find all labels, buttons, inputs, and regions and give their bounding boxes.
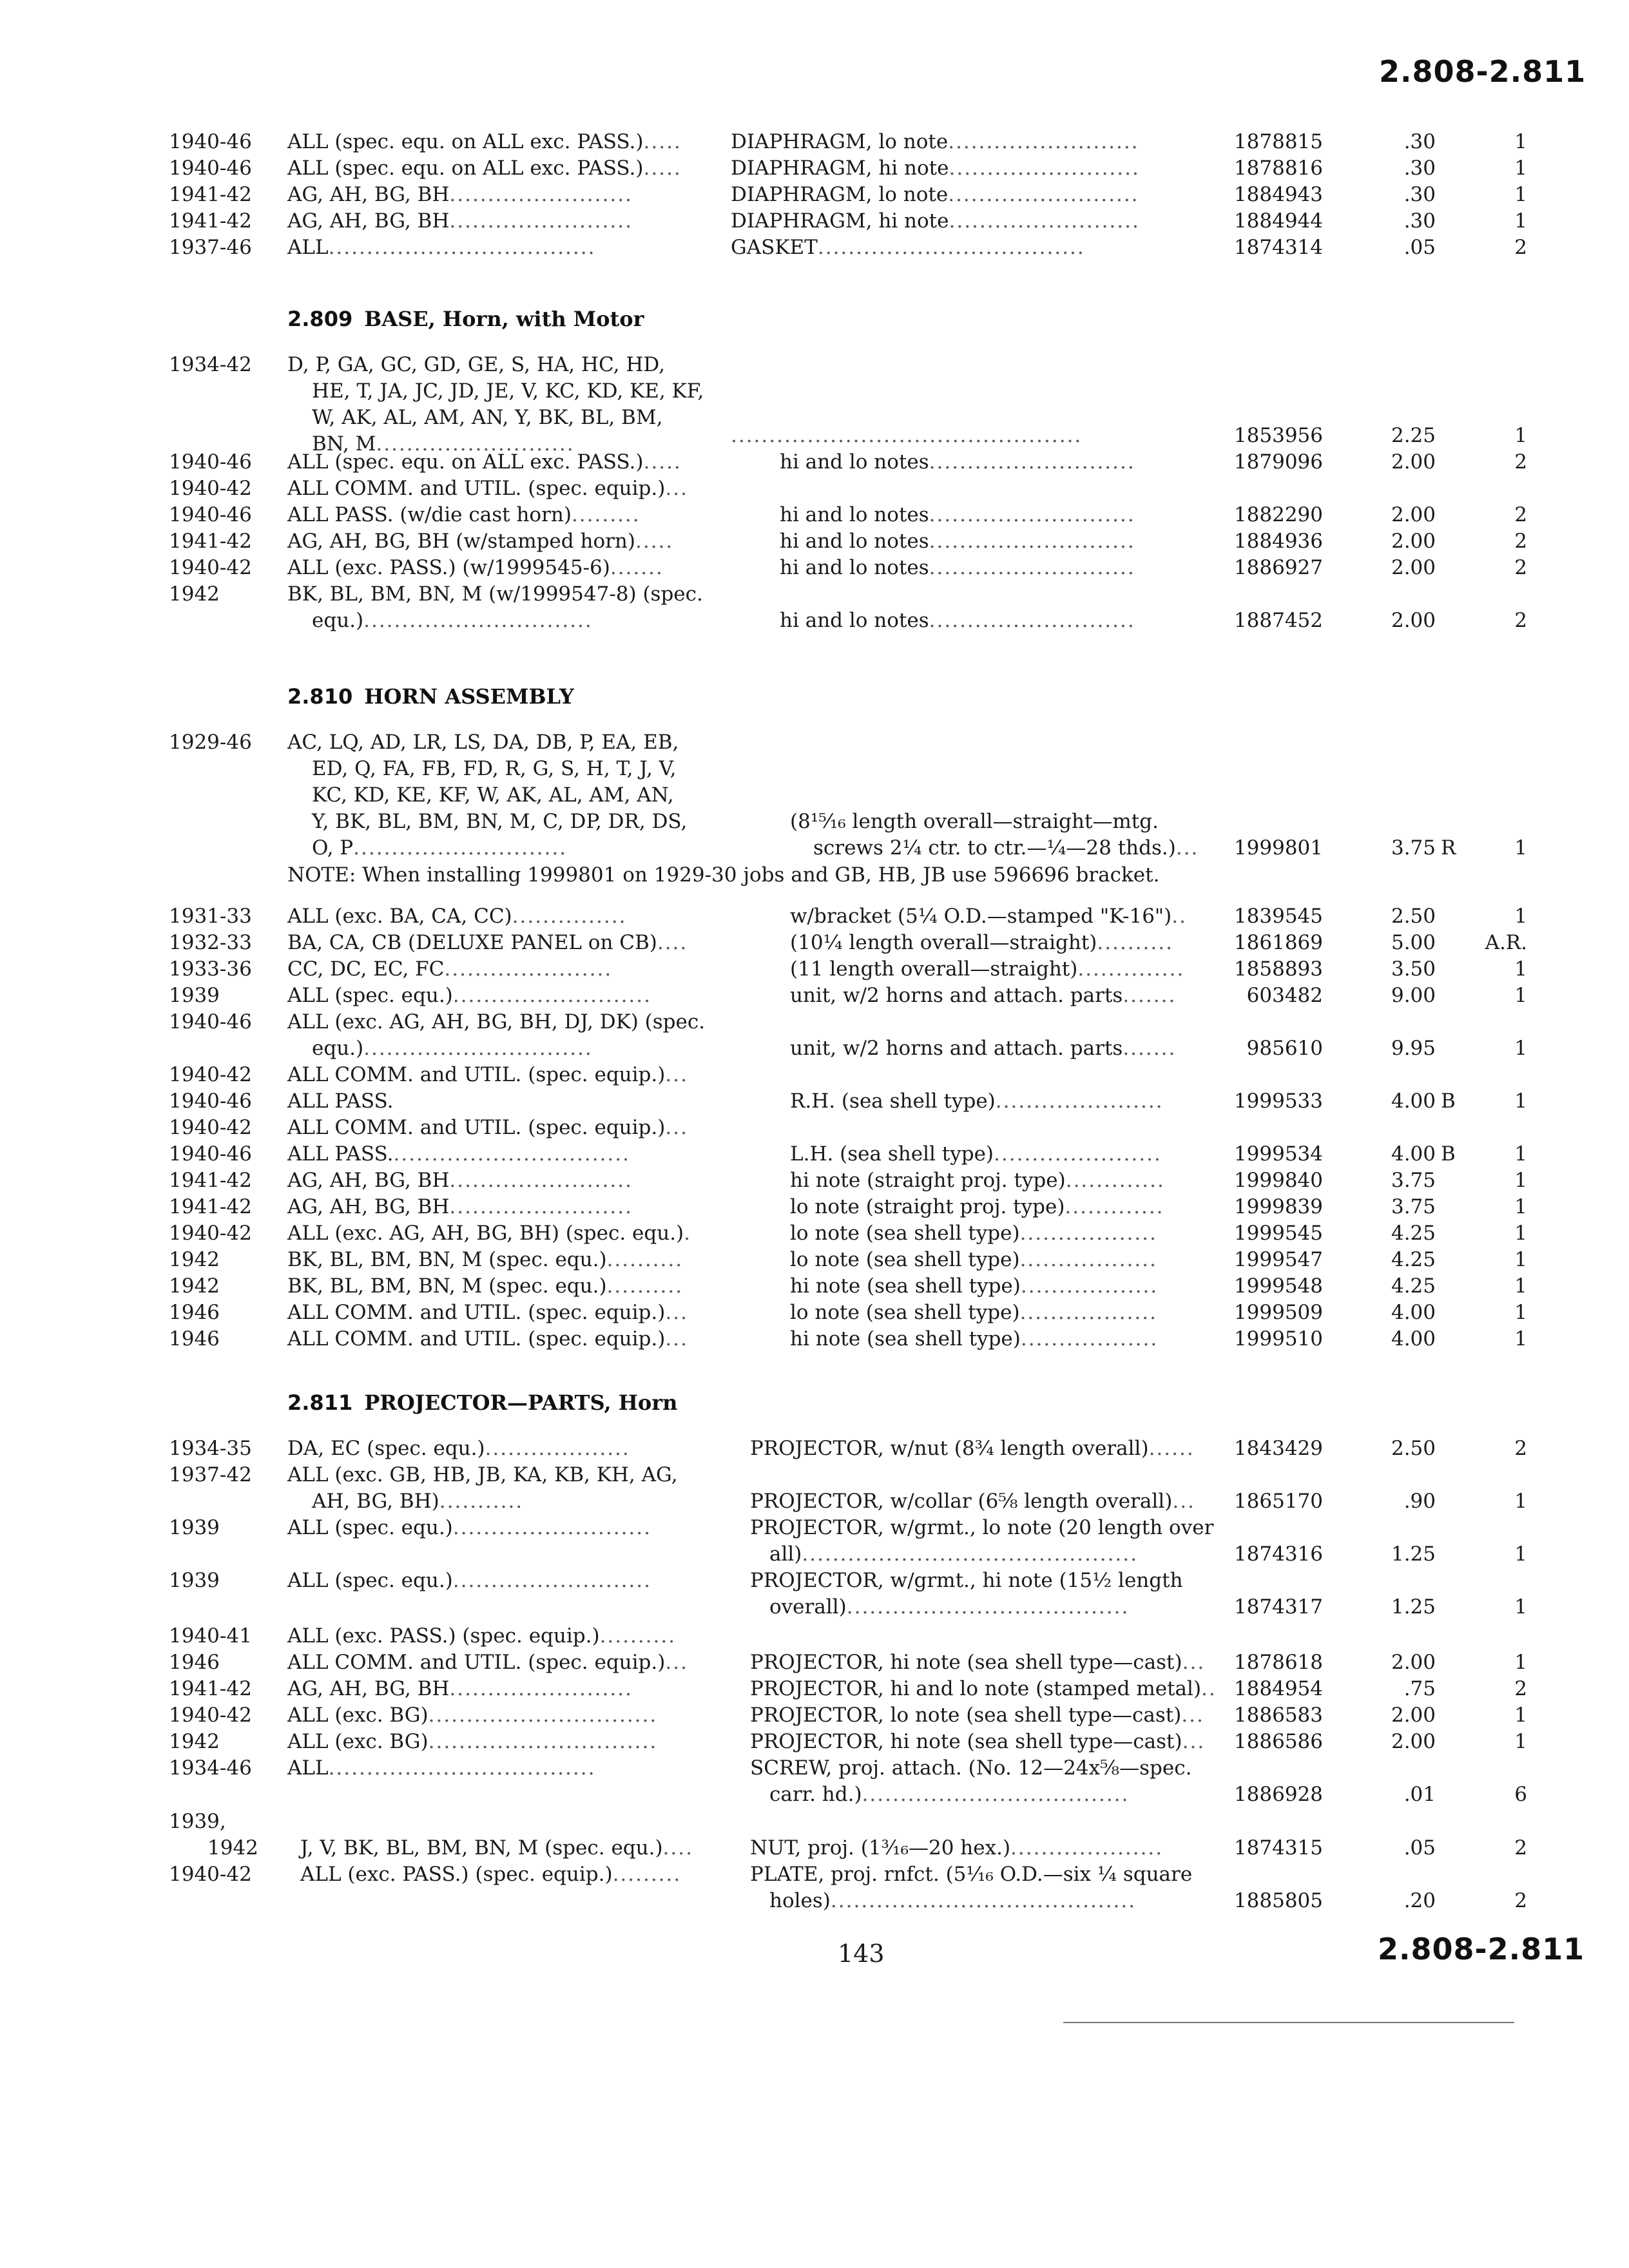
application-cell: AG, AH, BG, BH........................ [287, 1195, 633, 1218]
price-cell: 1.25 [1391, 1595, 1436, 1619]
description-cell: hi note (sea shell type).................. [790, 1327, 1159, 1350]
price-cell: .30 [1403, 183, 1436, 206]
application-cell: ALL COMM. and UTIL. (spec. equip.)... [287, 1063, 688, 1086]
description-cell: all)............................................ [769, 1542, 1138, 1566]
application-cell: DA, EC (spec. equ.)................... [287, 1437, 630, 1460]
description-cell: hi and lo notes........................... [780, 609, 1135, 632]
year-cell: 1939 [169, 1516, 220, 1539]
description-cell: hi note (sea shell type).................. [790, 1274, 1159, 1298]
price-cell: 2.50 [1391, 1437, 1436, 1460]
quantity-cell: 1 [1514, 1222, 1527, 1245]
year-cell: 1940-46 [169, 450, 252, 474]
part-number-cell: 1999510 [1233, 1327, 1323, 1350]
description-cell: PROJECTOR, hi and lo note (stamped metal).. [750, 1677, 1217, 1700]
quantity-cell: 2 [1514, 1677, 1527, 1700]
application-cell: ALL (spec. equ. on ALL exc. PASS.)..... [287, 130, 682, 153]
year-cell: 1940-42 [169, 1863, 252, 1886]
part-number-cell: 1853956 [1233, 424, 1323, 447]
section-heading: 2.810 HORN ASSEMBLY [287, 684, 574, 709]
year-cell: 1937-46 [169, 236, 252, 259]
application-cell: ALL................................... [287, 236, 596, 259]
application-cell: ALL (exc. PASS.) (spec. equip.).......... [287, 1624, 677, 1648]
year-cell: 1940-42 [169, 556, 252, 579]
application-cell: ALL COMM. and UTIL. (spec. equip.)... [287, 1116, 688, 1139]
application-cell: ALL (exc. AG, AH, BG, BH, DJ, DK) (spec. equ.).............................. [287, 1010, 706, 1060]
price-cell: 2.50 [1391, 905, 1436, 928]
page-header-range: 2.808-2.811 [1379, 54, 1586, 89]
part-number-cell: 1878816 [1233, 157, 1323, 180]
year-cell: 1929-46 [169, 731, 252, 754]
description-cell: DIAPHRAGM, lo note......................... [731, 130, 1139, 153]
price-cell: 3.75 [1391, 836, 1436, 860]
part-number-cell: 1885805 [1233, 1889, 1323, 1912]
quantity-cell: 2 [1514, 556, 1527, 579]
application-cell: BK, BL, BM, BN, M (spec. equ.).......... [287, 1274, 684, 1298]
quantity-cell: 1 [1514, 1195, 1527, 1218]
application-cell: AG, AH, BG, BH........................ [287, 209, 633, 233]
application-cell: ALL (exc. PASS.) (spec. equip.)......... [300, 1863, 682, 1886]
description-cell: lo note (straight proj. type)............. [790, 1195, 1164, 1218]
price-cell: 3.75 [1391, 1169, 1436, 1192]
description-cell: lo note (sea shell type).................. [790, 1222, 1157, 1245]
quantity-cell: 1 [1514, 1704, 1527, 1727]
part-number-cell: 1874317 [1233, 1595, 1323, 1619]
quantity-cell: 2 [1514, 236, 1527, 259]
description-cell: PROJECTOR, w/collar (6⅝ length overall)... [750, 1490, 1195, 1513]
quantity-cell: 1 [1514, 1037, 1527, 1060]
year-cell: 1940-42 [169, 1116, 252, 1139]
year-cell: 1934-46 [169, 1756, 252, 1780]
year-cell: 1940-46 [169, 1010, 252, 1033]
quantity-cell: 1 [1514, 1595, 1527, 1619]
description-cell: DIAPHRAGM, lo note......................... [731, 183, 1139, 206]
year-cell: 1940-46 [169, 130, 252, 153]
page-footer-range: 2.808-2.811 [1378, 1932, 1585, 1966]
price-cell: 4.00 [1391, 1327, 1436, 1350]
year-cell: 1939 [169, 1569, 220, 1592]
price-cell: 4.25 [1391, 1222, 1436, 1245]
description-cell: hi and lo notes........................... [780, 530, 1135, 553]
price-cell: 2.00 [1391, 530, 1436, 553]
price-cell: 2.00 [1391, 1704, 1436, 1727]
year-cell: 1942 [169, 582, 220, 606]
application-cell: CC, DC, EC, FC...................... [287, 957, 613, 981]
part-number-cell: 985610 [1246, 1037, 1323, 1060]
part-number-cell: 1999509 [1233, 1301, 1323, 1324]
quantity-cell: 1 [1514, 1301, 1527, 1324]
description-cell: R.H. (sea shell type)...................... [790, 1090, 1164, 1113]
price-cell: 2.00 [1391, 1651, 1436, 1674]
quantity-cell: 2 [1514, 1836, 1527, 1860]
part-number-cell: 1882290 [1233, 503, 1323, 526]
part-number-cell: 1887452 [1233, 609, 1323, 632]
part-number-cell: 1839545 [1233, 905, 1323, 928]
description-cell: unit, w/2 horns and attach. parts....... [790, 1037, 1177, 1060]
price-cell: 4.25 [1391, 1248, 1436, 1271]
price-cell: .05 [1403, 1836, 1436, 1860]
year-cell: 1937-42 [169, 1463, 252, 1486]
application-cell: AG, AH, BG, BH........................ [287, 1677, 633, 1700]
price-cell: .30 [1403, 209, 1436, 233]
application-cell: AG, AH, BG, BH........................ [287, 183, 633, 206]
year-cell: 1942 [169, 1274, 220, 1298]
quantity-cell: 2 [1514, 1889, 1527, 1912]
year-cell: 1939 [169, 984, 220, 1007]
quantity-cell: 1 [1514, 183, 1527, 206]
flag-cell: R [1441, 836, 1456, 860]
price-cell: 9.95 [1391, 1037, 1436, 1060]
quantity-cell: 1 [1514, 905, 1527, 928]
part-number-cell: 1858893 [1233, 957, 1323, 981]
part-number-cell: 1884954 [1233, 1677, 1323, 1700]
description-cell: SCREW, proj. attach. (No. 12—24x⅝—spec. [750, 1756, 1192, 1780]
description-cell: hi and lo notes........................... [780, 450, 1135, 474]
price-cell: 2.00 [1391, 503, 1436, 526]
year-cell: 1940-42 [169, 1063, 252, 1086]
description-cell: (8¹⁵⁄₁₆ length overall—straight—mtg. [790, 810, 1159, 833]
part-number-cell: 1999839 [1233, 1195, 1323, 1218]
part-number-cell: 1999801 [1233, 836, 1323, 860]
year-cell: 1942 [207, 1836, 258, 1860]
year-cell: 1941-42 [169, 1169, 252, 1192]
quantity-cell: 1 [1514, 424, 1527, 447]
application-cell: D, P, GA, GC, GD, GE, S, HA, HC, HD, HE, T, JA, JC, JD, JE, V, KC, KD, KE, KF, W, AK, AL, AM, AN, Y, BK, BL, BM, BN, M.......................... [287, 353, 704, 456]
year-cell: 1946 [169, 1651, 220, 1674]
application-cell: ALL (spec. equ.).......................... [287, 1516, 651, 1539]
price-cell: 2.00 [1391, 1730, 1436, 1753]
price-cell: 9.00 [1391, 984, 1436, 1007]
part-number-cell: 1878815 [1233, 130, 1323, 153]
price-cell: 4.25 [1391, 1274, 1436, 1298]
part-number-cell: 1861869 [1233, 931, 1323, 954]
price-cell: .05 [1403, 236, 1436, 259]
price-cell: 2.25 [1391, 424, 1436, 447]
price-cell: 1.25 [1391, 1542, 1436, 1566]
year-cell: 1934-35 [169, 1437, 252, 1460]
year-cell: 1934-42 [169, 353, 252, 376]
year-cell: 1946 [169, 1301, 220, 1324]
part-number-cell: 1878618 [1233, 1651, 1323, 1674]
part-number-cell: 1884943 [1233, 183, 1323, 206]
installation-note: NOTE: When installing 1999801 on 1929-30 jobs and GB, HB, JB use 596696 bracket. [287, 863, 1160, 887]
description-cell: PROJECTOR, w/nut (8¾ length overall)...... [750, 1437, 1195, 1460]
price-cell: 2.00 [1391, 609, 1436, 632]
application-cell: BK, BL, BM, BN, M (w/1999547-8) (spec. equ.).............................. [287, 582, 703, 632]
year-cell: 1940-42 [169, 1704, 252, 1727]
year-cell: 1940-46 [169, 157, 252, 180]
application-cell: ALL COMM. and UTIL. (spec. equip.)... [287, 1301, 688, 1324]
price-cell: 2.00 [1391, 450, 1436, 474]
section-heading: 2.811 PROJECTOR—PARTS, Horn [287, 1390, 678, 1415]
description-cell: PROJECTOR, hi note (sea shell type—cast)... [750, 1651, 1206, 1674]
quantity-cell: 2 [1514, 503, 1527, 526]
part-number-cell: 1999534 [1233, 1142, 1323, 1166]
quantity-cell: 1 [1514, 1542, 1527, 1566]
year-cell: 1940-46 [169, 503, 252, 526]
application-cell: ALL (spec. equ. on ALL exc. PASS.)..... [287, 450, 682, 474]
quantity-cell: 1 [1514, 957, 1527, 981]
description-cell: PROJECTOR, hi note (sea shell type—cast)... [750, 1730, 1206, 1753]
year-cell: 1939, [169, 1810, 226, 1833]
application-cell: ALL COMM. and UTIL. (spec. equip.)... [287, 1327, 688, 1350]
application-cell: ALL (exc. AG, AH, BG, BH) (spec. equ.). [287, 1222, 692, 1245]
description-cell: PLATE, proj. rnfct. (5¹⁄₁₆ O.D.—six ¼ square [750, 1863, 1193, 1886]
application-cell: ALL (exc. BG).............................. [287, 1704, 658, 1727]
part-number-cell: 1884944 [1233, 209, 1323, 233]
part-number-cell: 1999548 [1233, 1274, 1323, 1298]
description-cell: DIAPHRAGM, hi note......................... [731, 157, 1140, 180]
application-cell: ALL (spec. equ.).......................... [287, 1569, 651, 1592]
description-cell: PROJECTOR, lo note (sea shell type—cast)... [750, 1704, 1204, 1727]
part-number-cell: 1874316 [1233, 1542, 1323, 1566]
year-cell: 1941-42 [169, 1195, 252, 1218]
price-cell: 3.75 [1391, 1195, 1436, 1218]
application-cell: AC, LQ, AD, LR, LS, DA, DB, P, EA, EB, ED, Q, FA, FB, FD, R, G, S, H, T, J, V, KC, KD, KE, KF, W, AK, AL, AM, AN, Y, BK, BL, BM, BN, M, C, DP, DR, DS, O, P............................ [287, 731, 688, 860]
price-cell: .90 [1403, 1490, 1436, 1513]
description-cell: screws 2¼ ctr. to ctr.—¼—28 thds.)... [813, 836, 1199, 860]
description-cell: hi note (straight proj. type)............. [790, 1169, 1165, 1192]
quantity-cell: 1 [1514, 1248, 1527, 1271]
application-cell: ALL PASS................................ [287, 1142, 630, 1166]
application-cell: ALL COMM. and UTIL. (spec. equip.)... [287, 1651, 688, 1674]
quantity-cell: A.R. [1485, 931, 1527, 954]
description-cell: L.H. (sea shell type)...................... [790, 1142, 1162, 1166]
quantity-cell: 1 [1514, 1169, 1527, 1192]
quantity-cell: 1 [1514, 1142, 1527, 1166]
year-cell: 1933-36 [169, 957, 252, 981]
year-cell: 1941-42 [169, 1677, 252, 1700]
price-cell: .20 [1403, 1889, 1436, 1912]
part-number-cell: 1874314 [1233, 236, 1323, 259]
part-number-cell: 1874315 [1233, 1836, 1323, 1860]
application-cell: AG, AH, BG, BH (w/stamped horn)..... [287, 530, 674, 553]
application-cell: AG, AH, BG, BH........................ [287, 1169, 633, 1192]
price-cell: 4.00 [1391, 1142, 1436, 1166]
year-cell: 1946 [169, 1327, 220, 1350]
description-cell: DIAPHRAGM, hi note......................... [731, 209, 1140, 233]
description-cell: overall)..................................... [769, 1595, 1130, 1619]
year-cell: 1931-33 [169, 905, 252, 928]
quantity-cell: 2 [1514, 1437, 1527, 1460]
application-cell: BK, BL, BM, BN, M (spec. equ.).......... [287, 1248, 684, 1271]
quantity-cell: 6 [1514, 1783, 1527, 1806]
description-cell: GASKET................................... [731, 236, 1085, 259]
description-cell: (11 length overall—straight).............. [790, 957, 1185, 981]
part-number-cell: 1879096 [1233, 450, 1323, 474]
quantity-cell: 2 [1514, 450, 1527, 474]
quantity-cell: 2 [1514, 609, 1527, 632]
description-cell: PROJECTOR, w/grmt., lo note (20 length over [750, 1516, 1214, 1539]
description-cell: lo note (sea shell type).................. [790, 1248, 1157, 1271]
description-cell: PROJECTOR, w/grmt., hi note (15½ length [750, 1569, 1183, 1592]
year-cell: 1941-42 [169, 183, 252, 206]
footer-divider [1063, 2022, 1514, 2023]
quantity-cell: 1 [1514, 1090, 1527, 1113]
year-cell: 1940-41 [169, 1624, 252, 1648]
section-heading: 2.809 BASE, Horn, with Motor [287, 307, 644, 331]
description-cell: hi and lo notes........................... [780, 556, 1135, 579]
description-cell: NUT, proj. (1³⁄₁₆—20 hex.).................... [750, 1836, 1164, 1860]
price-cell: .75 [1403, 1677, 1436, 1700]
flag-cell: B [1441, 1090, 1456, 1113]
part-number-cell: 1865170 [1233, 1490, 1323, 1513]
price-cell: 4.00 [1391, 1301, 1436, 1324]
price-cell: .30 [1403, 157, 1436, 180]
year-cell: 1942 [169, 1248, 220, 1271]
description-cell: carr. hd.)................................... [769, 1783, 1130, 1806]
part-number-cell: 1886928 [1233, 1783, 1323, 1806]
part-number-cell: 1999545 [1233, 1222, 1323, 1245]
application-cell: ALL (exc. BG).............................. [287, 1730, 658, 1753]
year-cell: 1942 [169, 1730, 220, 1753]
page-number: 143 [838, 1939, 885, 1968]
year-cell: 1941-42 [169, 530, 252, 553]
description-cell: lo note (sea shell type).................. [790, 1301, 1157, 1324]
quantity-cell: 1 [1514, 1730, 1527, 1753]
quantity-cell: 1 [1514, 157, 1527, 180]
part-number-cell: 1999533 [1233, 1090, 1323, 1113]
application-cell: ALL (spec. equ. on ALL exc. PASS.)..... [287, 157, 682, 180]
price-cell: 2.00 [1391, 556, 1436, 579]
quantity-cell: 1 [1514, 1327, 1527, 1350]
year-cell: 1940-42 [169, 1222, 252, 1245]
quantity-cell: 1 [1514, 1274, 1527, 1298]
price-cell: .30 [1403, 130, 1436, 153]
part-number-cell: 1886927 [1233, 556, 1323, 579]
part-number-cell: 1886586 [1233, 1730, 1323, 1753]
application-cell: ALL (exc. GB, HB, JB, KA, KB, KH, AG, AH, BG, BH)........... [287, 1463, 678, 1513]
year-cell: 1940-42 [169, 477, 252, 500]
quantity-cell: 1 [1514, 130, 1527, 153]
flag-cell: B [1441, 1142, 1456, 1166]
description-cell: holes)........................................ [769, 1889, 1137, 1912]
part-number-cell: 1843429 [1233, 1437, 1323, 1460]
application-cell: ALL COMM. and UTIL. (spec. equip.)... [287, 477, 688, 500]
application-cell: ALL (exc. BA, CA, CC)............... [287, 905, 627, 928]
description-cell: .............................................. [731, 424, 1083, 447]
quantity-cell: 1 [1514, 1651, 1527, 1674]
part-number-cell: 1999840 [1233, 1169, 1323, 1192]
price-cell: 5.00 [1391, 931, 1436, 954]
part-number-cell: 1886583 [1233, 1704, 1323, 1727]
quantity-cell: 2 [1514, 530, 1527, 553]
year-cell: 1932-33 [169, 931, 252, 954]
quantity-cell: 1 [1514, 836, 1527, 860]
quantity-cell: 1 [1514, 984, 1527, 1007]
description-cell: unit, w/2 horns and attach. parts....... [790, 984, 1177, 1007]
quantity-cell: 1 [1514, 1490, 1527, 1513]
description-cell: hi and lo notes........................... [780, 503, 1135, 526]
application-cell: J, V, BK, BL, BM, BN, M (spec. equ.).... [300, 1836, 693, 1860]
part-number-cell: 1999547 [1233, 1248, 1323, 1271]
year-cell: 1940-46 [169, 1090, 252, 1113]
application-cell: ALL................................... [287, 1756, 596, 1780]
description-cell: (10¼ length overall—straight).......... [790, 931, 1173, 954]
year-cell: 1940-46 [169, 1142, 252, 1166]
part-number-cell: 1884936 [1233, 530, 1323, 553]
application-cell: ALL PASS. (w/die cast horn)......... [287, 503, 641, 526]
application-cell: BA, CA, CB (DELUXE PANEL on CB).... [287, 931, 688, 954]
application-cell: ALL PASS. [287, 1090, 394, 1113]
description-cell: w/bracket (5¼ O.D.—stamped "K-16").. [790, 905, 1187, 928]
price-cell: 4.00 [1391, 1090, 1436, 1113]
application-cell: ALL (exc. PASS.) (w/1999545-6)....... [287, 556, 664, 579]
quantity-cell: 1 [1514, 209, 1527, 233]
price-cell: .01 [1403, 1783, 1436, 1806]
part-number-cell: 603482 [1246, 984, 1323, 1007]
price-cell: 3.50 [1391, 957, 1436, 981]
application-cell: ALL (spec. equ.).......................... [287, 984, 651, 1007]
year-cell: 1941-42 [169, 209, 252, 233]
